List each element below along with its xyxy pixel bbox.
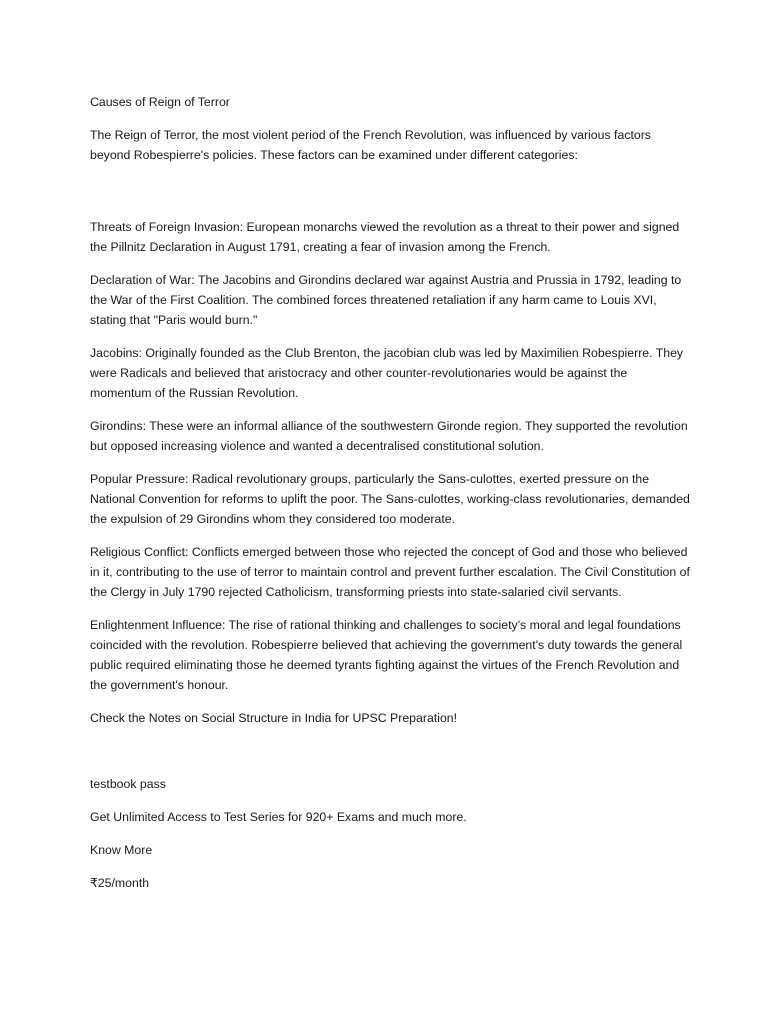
notes-link[interactable]: Check the Notes on Social Structure in India for UPSC Preparation! — [90, 711, 458, 725]
promo-brand: testbook pass — [90, 777, 166, 791]
paragraph-enlightenment-influence: Enlightenment Influence: The rise of rational thinking and challenges to society's moral and legal foundations coincided with the revolution. Robespierre believed that achieving the government's duty towards the general public required eliminating those he deemed tyrants fighting against the virtues of the French Revolution and the government's honour. — [90, 618, 683, 692]
document-title: Causes of Reign of Terror — [90, 95, 230, 109]
paragraph-foreign-invasion: Threats of Foreign Invasion: European monarchs viewed the revolution as a threat to their power and signed the Pillnitz Declaration in August 1791, creating a fear of invasion among the French. — [90, 220, 680, 254]
intro-paragraph: The Reign of Terror, the most violent period of the French Revolution, was influenced by various factors beyond Robespierre's policies. These factors can be examined under different categories: — [90, 128, 651, 162]
paragraph-jacobins: Jacobins: Originally founded as the Club Brenton, the jacobian club was led by Maximilien Robespierre. They were Radicals and believed that aristocracy and other counter-revolutionaries would be against the momentum of the Russian Revolution. — [90, 346, 684, 400]
paragraph-declaration-of-war: Declaration of War: The Jacobins and Girondins declared war against Austria and Prussia in 1792, leading to the War of the First Coalition. The combined forces threatened retaliation if any harm came to Louis XVI, stating that "Paris would burn." — [90, 273, 682, 327]
promo-headline: Get Unlimited Access to Test Series for 920+ Exams and much more. — [90, 810, 467, 824]
promo-price: ₹25/month — [90, 876, 150, 890]
paragraph-popular-pressure: Popular Pressure: Radical revolutionary groups, particularly the Sans-culottes, exerted pressure on the National Convention for reforms to uplift the poor. The Sans-culottes, working-class revolutionaries, demanded the expulsion of 29 Girondins whom they considered too moderate. — [90, 472, 690, 526]
know-more-link[interactable]: Know More — [90, 843, 153, 857]
paragraph-girondins: Girondins: These were an informal alliance of the southwestern Gironde region. They supported the revolution but opposed increasing violence and wanted a decentralised constitutional solution. — [90, 419, 688, 453]
document-page — [90, 92, 690, 906]
paragraph-religious-conflict: Religious Conflict: Conflicts emerged between those who rejected the concept of God and those who believed in it, contributing to the use of terror to maintain control and prevent further escalation. The Civil Constitution of the Clergy in July 1790 rejected Catholicism, transforming priests into state-salaried civil servants. — [90, 545, 690, 599]
